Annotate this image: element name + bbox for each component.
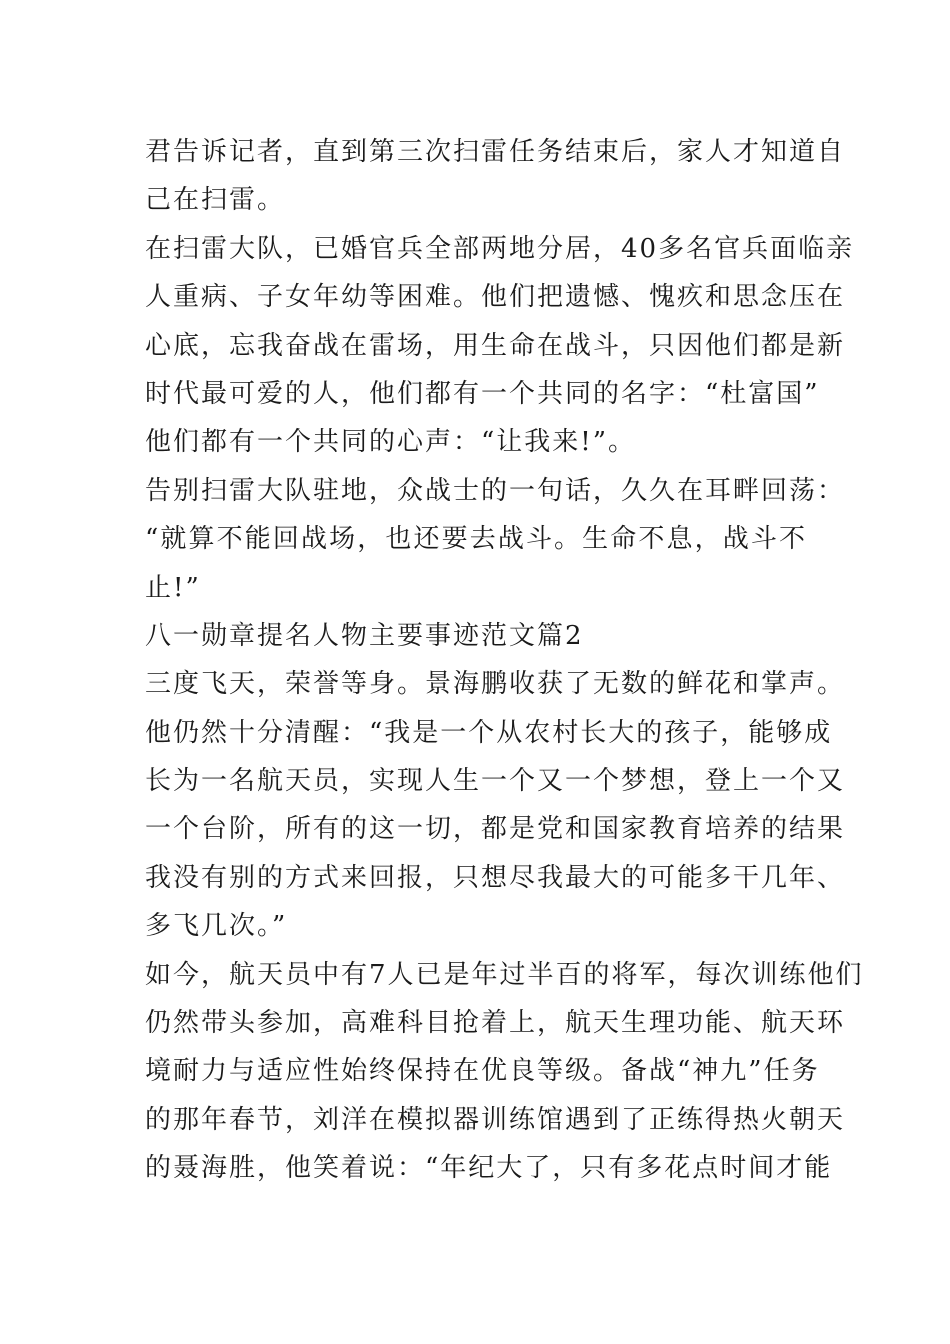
document-body <box>145 128 864 1193</box>
text-line: 人重病、子女年幼等困难。他们把遗憾、愧疚和思念压在 <box>145 282 846 313</box>
text-line: 止!” <box>145 572 201 603</box>
text-line: 境耐力与适应性始终保持在优良等级。备战“神九”任务 <box>145 1056 820 1087</box>
text-line: 仍然带头参加，高难科目抢着上，航天生理功能、航天环 <box>145 1008 846 1039</box>
text-line: 一个台阶，所有的这一切，都是党和国家教育培养的结果 <box>145 814 846 845</box>
text-line: 的聂海胜，他笑着说：“年纪大了，只有多花点时间才能 <box>145 1153 833 1184</box>
text-line: 他们都有一个共同的心声：“让我来!”。 <box>145 427 637 458</box>
text-line: 三度飞天，荣誉等身。景海鹏收获了无数的鲜花和掌声。 <box>145 669 846 700</box>
text-line: 时代最可爱的人，他们都有一个共同的名字：“杜富国” <box>145 378 820 409</box>
text-line: 我没有别的方式来回报，只想尽我最大的可能多干几年、 <box>145 862 846 893</box>
text-line: 己在扫雷。 <box>145 185 286 216</box>
text-line: 君告诉记者，直到第三次扫雷任务结束后，家人才知道自 <box>145 137 846 167</box>
text-line: 如今，航天员中有7人已是年过半百的将军，每次训练他们 <box>145 959 864 990</box>
section-heading: 八一勋章提名人物主要事迹范文篇2 <box>145 620 584 651</box>
text-line: 心底，忘我奋战在雷场，用生命在战斗，只因他们都是新 <box>145 330 846 361</box>
text-line: 在扫雷大队，已婚官兵全部两地分居，40多名官兵面临亲 <box>145 233 855 264</box>
text-line: 长为一名航天员，实现人生一个又一个梦想，登上一个又 <box>145 766 846 797</box>
text-line: 他仍然十分清醒：“我是一个从农村长大的孩子，能够成 <box>145 717 833 748</box>
text-line: 的那年春节，刘洋在模拟器训练馆遇到了正练得热火朝天 <box>145 1104 846 1135</box>
text-line: “就算不能回战场，也还要去战斗。生命不息，战斗不 <box>145 524 807 555</box>
text-line: 告别扫雷大队驻地，众战士的一句话，久久在耳畔回荡： <box>145 475 846 506</box>
text-line: 多飞几次。” <box>145 911 288 942</box>
